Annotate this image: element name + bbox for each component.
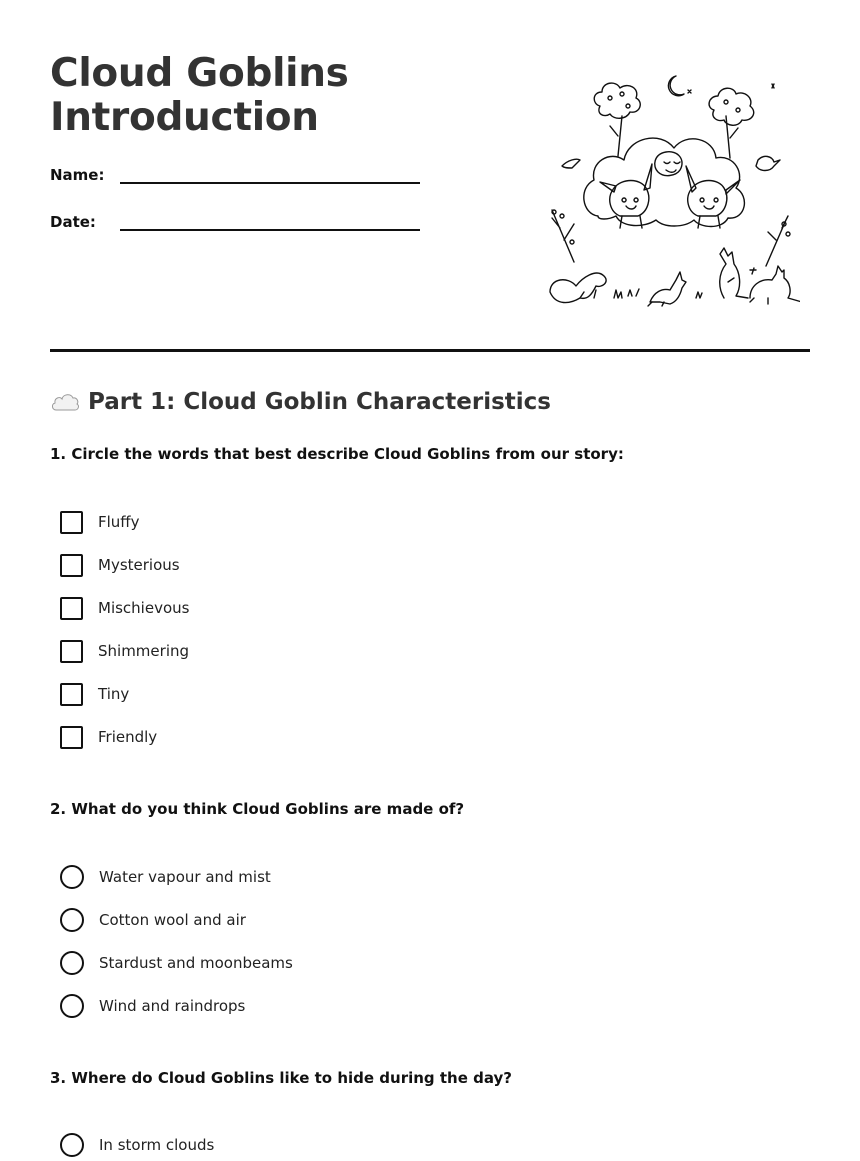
part1-heading xyxy=(50,389,551,415)
checkbox[interactable] xyxy=(60,511,83,534)
checkbox-option-friendly[interactable] xyxy=(60,725,157,749)
checkbox-option-fluffy[interactable] xyxy=(60,510,140,534)
question-2: 2. What do you think Cloud Goblins are made of? xyxy=(50,800,465,818)
radio-option-storm-clouds[interactable] xyxy=(60,1133,214,1157)
date-field-row xyxy=(50,213,420,231)
checkbox[interactable] xyxy=(60,554,83,577)
title-line-2: Introduction xyxy=(50,95,319,140)
date-label: Date: xyxy=(50,213,96,231)
option-label: Cotton wool and air xyxy=(99,911,246,929)
checkbox[interactable] xyxy=(60,683,83,706)
checkbox-option-shimmering[interactable] xyxy=(60,639,189,663)
option-label: Water vapour and mist xyxy=(99,868,271,886)
option-label: In storm clouds xyxy=(99,1136,215,1154)
question-1: 1. Circle the words that best describe Cloud Goblins from our story: xyxy=(50,445,624,463)
option-label: Mischievous xyxy=(98,599,190,617)
name-field-row xyxy=(50,166,420,184)
radio-button[interactable] xyxy=(60,951,84,975)
checkbox[interactable] xyxy=(60,640,83,663)
radio-option-wind[interactable] xyxy=(60,994,245,1018)
name-line[interactable] xyxy=(120,166,420,184)
checkbox-option-mischievous[interactable] xyxy=(60,596,189,620)
checkbox[interactable] xyxy=(60,726,83,749)
radio-button[interactable] xyxy=(60,1133,84,1157)
radio-button[interactable] xyxy=(60,908,84,932)
question-3: 3. Where do Cloud Goblins like to hide during the day? xyxy=(50,1069,512,1087)
option-label: Wind and raindrops xyxy=(99,997,246,1015)
checkbox[interactable] xyxy=(60,597,83,620)
worksheet-title xyxy=(50,52,470,140)
radio-option-cotton-wool[interactable] xyxy=(60,908,246,932)
section-divider xyxy=(50,349,810,352)
name-label: Name: xyxy=(50,166,105,184)
option-label: Shimmering xyxy=(98,642,190,660)
checkbox-option-tiny[interactable] xyxy=(60,682,129,706)
option-label: Mysterious xyxy=(98,556,180,574)
title-line-1: Cloud Goblins xyxy=(50,51,349,96)
worksheet-header xyxy=(50,51,470,231)
part1-title: Part 1: Cloud Goblin Characteristics xyxy=(88,389,551,415)
radio-option-water-vapour[interactable] xyxy=(60,865,271,889)
radio-button[interactable] xyxy=(60,865,84,889)
option-label: Stardust and moonbeams xyxy=(99,954,293,972)
cloud-icon xyxy=(50,391,80,413)
radio-option-stardust[interactable] xyxy=(60,951,293,975)
option-label: Fluffy xyxy=(98,513,140,531)
radio-button[interactable] xyxy=(60,994,84,1018)
date-line[interactable] xyxy=(120,213,420,231)
cloud-goblins-illustration xyxy=(540,66,800,310)
checkbox-option-mysterious[interactable] xyxy=(60,553,180,577)
option-label: Tiny xyxy=(98,685,130,703)
option-label: Friendly xyxy=(98,728,158,746)
